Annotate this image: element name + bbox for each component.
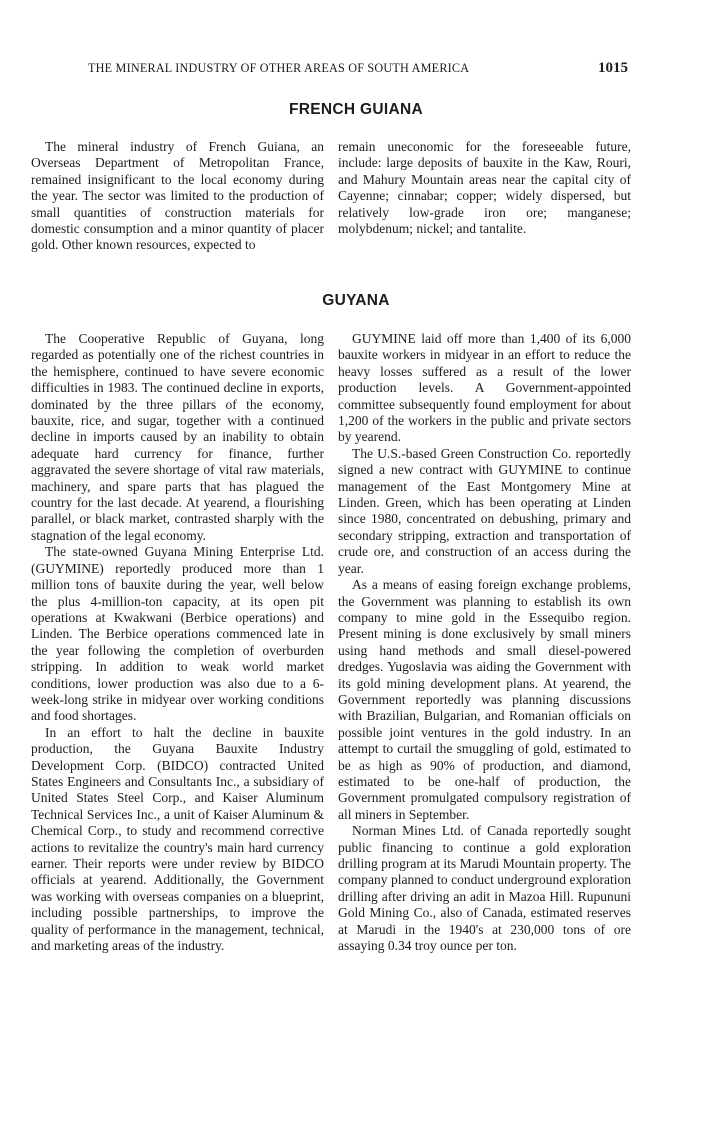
running-header — [88, 60, 628, 77]
paragraph: The mineral industry of French Guiana, an Overseas Department of Metropolitan France, remained insignificant to the local economy during the year. The sector was limited to the production of small quantities of construction materials for domestic consumption and a minor quantity of placer gold. Other known resources, expected to — [31, 139, 324, 253]
guyana-left-column — [31, 331, 324, 954]
section-heading-french-guiana: FRENCH GUIANA — [289, 101, 423, 118]
running-title: THE MINERAL INDUSTRY OF OTHER AREAS OF SOUTH AMERICA — [88, 61, 470, 75]
paragraph: The Cooperative Republic of Guyana, long regarded as potentially one of the richest countries in the hemisphere, continued to have severe economic difficulties in 1983. The continued decline in exports, dominated by the three pillars of the economy, bauxite, rice, and sugar, together with a continued decline in imports caused by an inability to obtain adequate hard currency for finance, further aggravated the severe shortage of vital raw materials, machinery, and spare parts that has plagued the country for the last decade. At yearend, a flourishing parallel, or black market, contrasted sharply with the stagnation of the legal economy. — [31, 331, 324, 543]
paragraph: As a means of easing foreign exchange problems, the Government was planning to establish its own company to mine gold in the Essequibo region. Present mining is done exclusively by small miners using hand methods and small diesel-powered dredges. Yugoslavia was aiding the Government with its gold mining development plans. At yearend, the Government reportedly was planning discussions with Brazilian, Bulgarian, and Romanian officials on possible joint ventures in the gold industry. In an attempt to curtail the smuggling of gold, estimated to be as high as 90% of production, and diamond, estimated to be one-half of production, the Government promulgated compulsory registration of all miners in September. — [338, 577, 631, 822]
paragraph: GUYMINE laid off more than 1,400 of its 6,000 bauxite workers in midyear in an effort to reduce the heavy losses suffered as a result of the lower production levels. A Government-appointed committee subsequently found employment for about 1,200 of the workers in the public and private sectors by yearend. — [338, 331, 631, 445]
paragraph: In an effort to halt the decline in bauxite production, the Guyana Bauxite Industry Development Corp. (BIDCO) contracted United States Engineers and Consultants Inc., a subsidiary of United States Steel Corp., and Kaiser Aluminum Technical Services Inc., a unit of Kaiser Aluminum & Chemical Corp., to study and recommend corrective actions to revitalize the country's main hard currency earner. Their reports were under review by BIDCO officials at yearend. Additionally, the Government was working with overseas companies on a blueprint, including possible partnerships, to improve the quality of performance in the management, technical, and marketing areas of the industry. — [31, 724, 324, 954]
page-number: 1015 — [598, 60, 628, 76]
paragraph: remain uneconomic for the foreseeable future, include: large deposits of bauxite in the Kaw, Rouri, and Mahury Mountain areas near the capital city of Cayenne; cinnabar; copper; widely dispersed, but relatively low-grade iron ore; manganese; molybdenum; nickel; and tantalite. — [338, 139, 631, 237]
guyana-right-column — [338, 331, 631, 954]
section-heading-guyana: GUYANA — [322, 292, 390, 309]
paragraph: Norman Mines Ltd. of Canada reportedly sought public financing to continue a gold exploration drilling program at its Marudi Mountain property. The company planned to conduct underground exploration drilling after driving an adit in Mazoa Hill. Rupununi Gold Mining Co., also of Canada, estimated reserves at Marudi in the 1940's at 230,000 tons of ore assaying 0.34 troy ounce per ton. — [338, 823, 631, 954]
french-guiana-right-column — [338, 139, 631, 237]
french-guiana-left-column — [31, 139, 324, 254]
paragraph: The state-owned Guyana Mining Enterprise Ltd. (GUYMINE) reportedly produced more than 1 million tons of bauxite during the year, well below the plus 4-million-ton capacity, at its open pit operations at Kwakwani (Berbice operations) and Linden. The Berbice operations commenced late in the year following the completion of overburden stripping. In addition to weak world market conditions, lower production was also due to a 6-week-long strike in midyear over working conditions and food shortages. — [31, 544, 324, 724]
paragraph: The U.S.-based Green Construction Co. reportedly signed a new contract with GUYMINE to continue management of the East Montgomery Mine at Linden. Green, which has been operating at Linden since 1980, concentrated on debushing, primary and secondary stripping, extraction and transportation of crude ore, and construction of an access during the year. — [338, 445, 631, 576]
